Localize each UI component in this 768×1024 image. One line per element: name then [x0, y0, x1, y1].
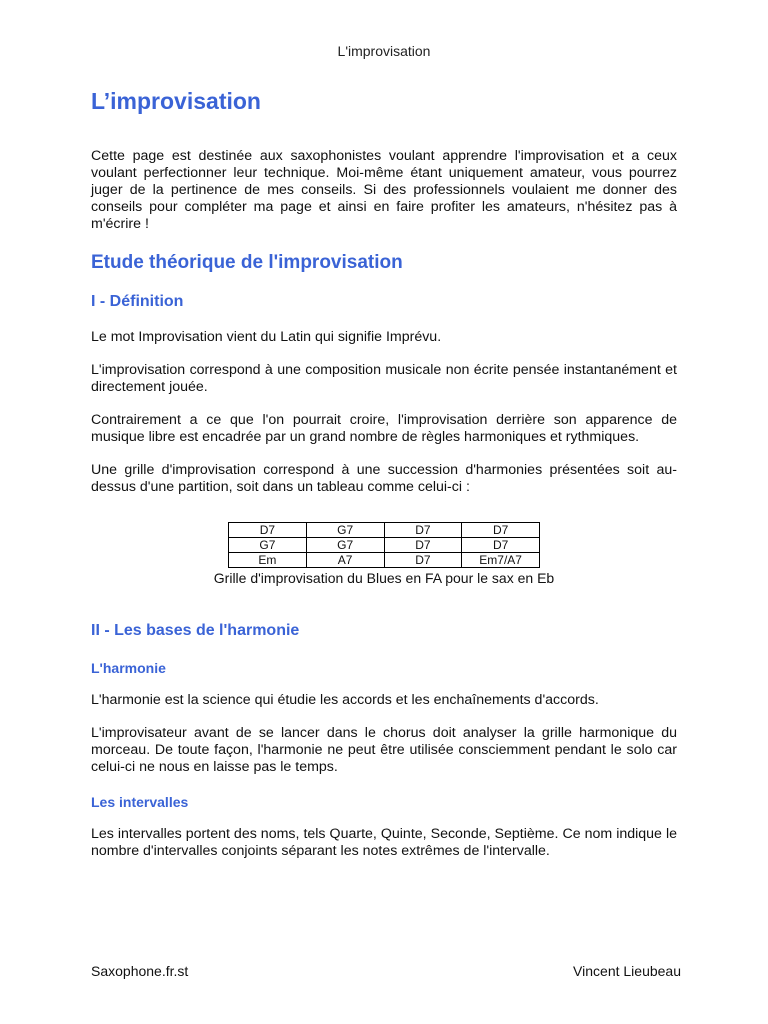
definition-paragraph-3: Contrairement a ce que l'on pourrait croire, l'improvisation derrière son apparence de musique libre est encadrée par un grand nombre de règles harmoniques et rythmiques.	[91, 412, 677, 445]
intro-paragraph: Cette page est destinée aux saxophonistes voulant apprendre l'improvisation et a ceux voulant perfectionner leur technique. Moi-même étant uniquement amateur, vous pourrez juger de la pertinence de mes conseils. Si des professionnels voulaient me donner des conseils pour compléter ma page et ainsi en faire profiter les amateurs, n'hésitez pas à m'écrire !	[91, 148, 677, 232]
chord-grid-cell: Em7/A7	[462, 553, 540, 568]
footer-site: Saxophone.fr.st	[91, 963, 189, 979]
harmonie-paragraph-1: L'harmonie est la science qui étudie les accords et les enchaînements d'accords.	[91, 692, 599, 708]
footer-author: Vincent Lieubeau	[573, 963, 681, 979]
chord-grid-cell: D7	[229, 523, 307, 538]
chord-grid-table	[228, 522, 540, 568]
chord-grid-cell: D7	[462, 538, 540, 553]
chord-grid-cell: G7	[306, 523, 384, 538]
harmonie-paragraph-2: L'improvisateur avant de se lancer dans le chorus doit analyser la grille harmonique du morceau. De toute façon, l'harmonie ne peut être utilisée consciemment pendant le solo car celui-ci ne nous en laisse pas le temps.	[91, 725, 677, 775]
subsection-heading-harmony-basics: II - Les bases de l'harmonie	[91, 622, 300, 639]
page-title: L’improvisation	[91, 88, 261, 114]
heading-intervalles: Les intervalles	[91, 794, 189, 810]
heading-harmonie: L'harmonie	[91, 660, 166, 676]
definition-paragraph-4: Une grille d'improvisation correspond à une succession d'harmonies présentées soit au-dessus d'une partition, soit dans un tableau comme celui-ci :	[91, 462, 677, 495]
chord-grid-row	[229, 538, 540, 553]
definition-paragraph-2: L'improvisation correspond à une composition musicale non écrite pensée instantanément et directement jouée.	[91, 362, 677, 395]
chord-grid-cell: G7	[306, 538, 384, 553]
chord-grid-row	[229, 523, 540, 538]
definition-paragraph-1: Le mot Improvisation vient du Latin qui signifie Imprévu.	[91, 329, 442, 345]
chord-grid-row	[229, 553, 540, 568]
chord-grid-cell: D7	[384, 538, 462, 553]
running-header: L'improvisation	[337, 43, 431, 59]
chord-grid-block	[91, 522, 677, 586]
chord-grid-cell: D7	[384, 523, 462, 538]
chord-grid-caption: Grille d'improvisation du Blues en FA pour le sax en Eb	[213, 570, 555, 586]
subsection-heading-definition: I - Définition	[91, 293, 184, 310]
chord-grid-cell: Em	[229, 553, 307, 568]
chord-grid-cell: D7	[462, 523, 540, 538]
section-heading-theory: Etude théorique de l'improvisation	[91, 252, 403, 273]
chord-grid-cell: G7	[229, 538, 307, 553]
chord-grid-cell: D7	[384, 553, 462, 568]
chord-grid-cell: A7	[306, 553, 384, 568]
document-body	[91, 84, 677, 876]
intervalles-paragraph-1: Les intervalles portent des noms, tels Quarte, Quinte, Seconde, Septième. Ce nom indique le nombre d'intervalles conjoints séparant les notes extrêmes de l'intervalle.	[91, 826, 677, 859]
